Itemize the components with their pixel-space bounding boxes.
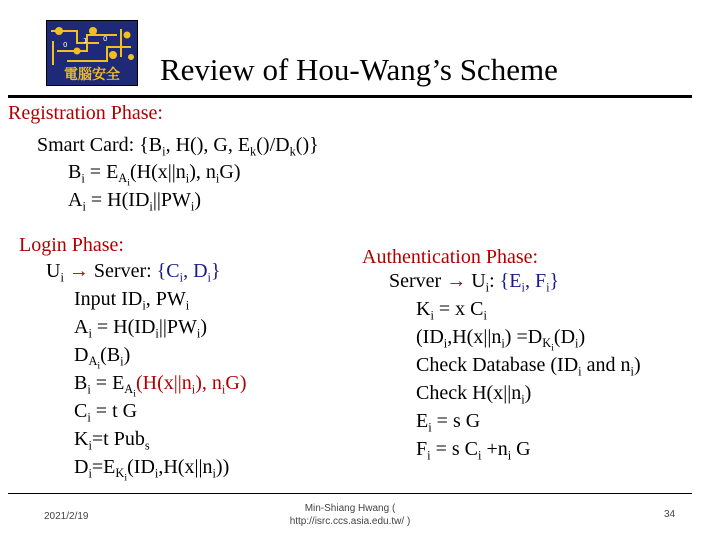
login-line-user-to-server: $U_i$ → Server: {$C_i$, $D_i$} (46, 260, 221, 285)
svg-text:1: 1 (83, 37, 88, 45)
auth-line-server-to-user: Server → $U_i$: {$E_i$, $F_i$} (389, 270, 560, 295)
footer-date: 2021/2/19 (44, 511, 89, 522)
footer-author: Min-Shiang Hwang ( http://isrc.ccs.asia.edu.tw/ ) (289, 503, 411, 527)
page-number: 34 (664, 509, 676, 520)
login-line-ki: $K_i=t$ Pub$_s$ (74, 428, 150, 453)
auth-line-check-database: Check Database ($ID_i$ and $n_i$) (416, 354, 641, 379)
circuit-logo-icon (46, 20, 138, 86)
auth-line-ki: $K_i = x$ $C_i$ (416, 298, 487, 323)
login-heading: Login Phase: (19, 234, 124, 256)
slide-title: Review of Hou-Wang’s Scheme (160, 52, 558, 87)
auth-heading: Authentication Phase: (362, 246, 539, 268)
svg-text:0: 0 (63, 41, 68, 49)
registration-ai-equation: $A_i = H(ID_i||PW_i)$ (68, 189, 201, 214)
registration-smart-card: Smart Card: {$B_i$, H(), G, $E_k()/D_k()$} (37, 134, 319, 159)
login-line-ai: $A_i = H(ID_i||PW_i)$ (74, 316, 207, 341)
arrow-icon: → (68, 260, 89, 282)
login-line-di: $D_i=E_{K_i}(ID_i,H(x||n_i))$ (74, 456, 230, 484)
login-line-ci: $C_i = t$ G (74, 400, 138, 425)
login-line-bi: $B_i = E_{A_i}(H(x||n_i)$, $n_iG$) (74, 372, 247, 400)
auth-line-check-hash: Check $H(x||n_i)$ (416, 382, 532, 407)
auth-line-fi: $F_i = s$ $C_i +n_i$ G (416, 438, 531, 463)
registration-bi-equation: $B_i = E_{A_i}(H(x||n_i)$, $n_iG$) (68, 161, 241, 189)
login-line-input: Input $ID_i$, $PW_i$ (74, 288, 190, 313)
footer-divider (8, 493, 692, 494)
svg-text:0: 0 (103, 35, 108, 43)
registration-heading: Registration Phase: (8, 102, 163, 124)
auth-line-ei: $E_i = s$ G (416, 410, 481, 435)
login-line-decrypt: $D_{A_i}(B_i)$ (74, 344, 131, 372)
auth-line-decrypt: ($ID_i,H(x||n_i) =D_{K_i}(D_i)$ (416, 326, 586, 354)
logo-text: 電腦安全 (64, 67, 120, 83)
title-divider (8, 95, 692, 98)
arrow-icon: → (446, 270, 467, 292)
